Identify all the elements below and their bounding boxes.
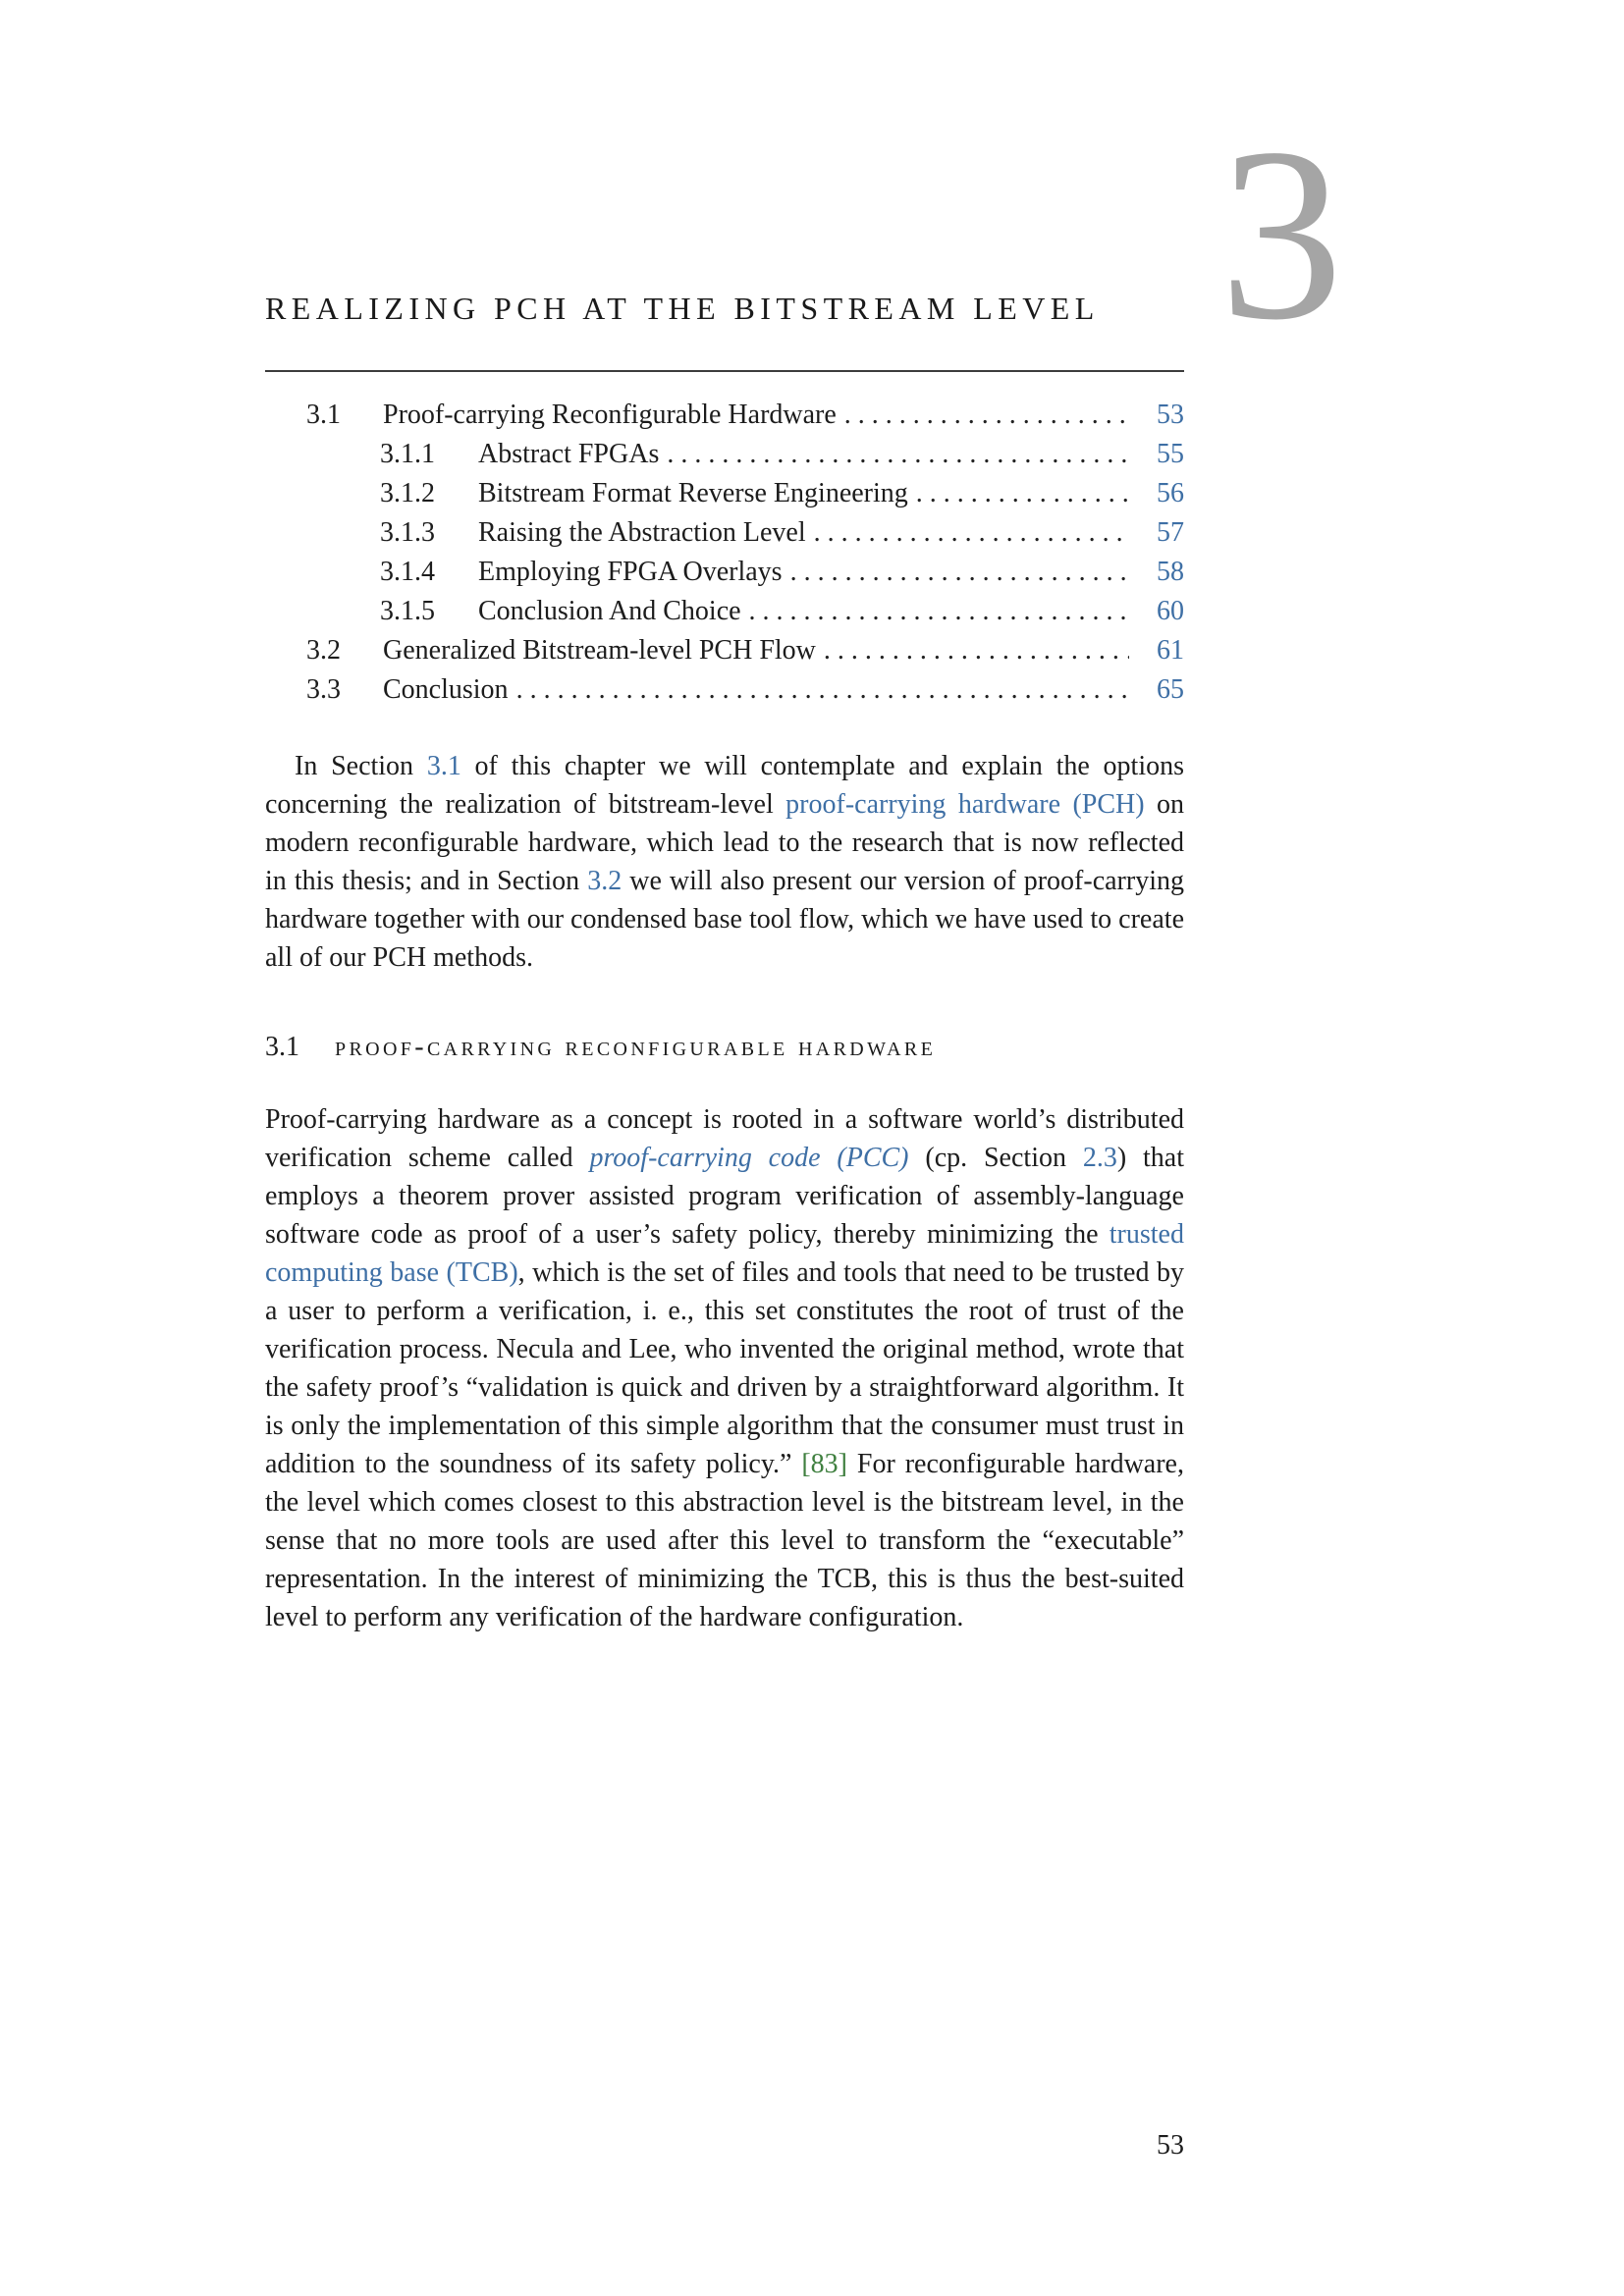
inline-link[interactable]: trusted computing base (TCB): [265, 1219, 1184, 1288]
text-run: For reconfigurable hardware, the level which comes closest to this abstraction level is the bitstream level, in the sense that no more tools are used after this level to transform the “executable” representation. In the interest of minimizing the TCB, this is thus the best-suited level to perform any verification of the hardware configuration.: [265, 1449, 1184, 1632]
chapter-number: 3: [1219, 96, 1343, 371]
toc-entry-page-number[interactable]: 65: [1157, 674, 1184, 705]
text-run: on modern reconfigurable hardware, which lead to the research that is now reflected in this thesis; and in Section: [265, 789, 1184, 896]
toc-entry-title[interactable]: Employing FPGA Overlays: [478, 557, 783, 587]
text-run: of this chapter we will contemplate and explain the options concerning the realization of bitstream-level: [265, 751, 1184, 820]
toc-entry-page-number[interactable]: 56: [1157, 478, 1184, 508]
toc-leader-dots: [790, 553, 1129, 592]
toc-leader-dots: [667, 435, 1129, 474]
text-run: In Section: [295, 751, 427, 781]
toc-entry[interactable]: [265, 513, 1184, 553]
inline-link[interactable]: 3.1: [426, 751, 461, 781]
toc-entry[interactable]: [265, 553, 1184, 592]
citation-link[interactable]: [83]: [801, 1449, 847, 1479]
toc-entry[interactable]: [265, 396, 1184, 435]
toc-entry[interactable]: [265, 670, 1184, 710]
toc-entry[interactable]: [265, 631, 1184, 670]
toc-entry-page-number[interactable]: 53: [1157, 400, 1184, 430]
toc-entry-title[interactable]: Conclusion And Choice: [478, 596, 741, 626]
toc-entry-page-number[interactable]: 58: [1157, 557, 1184, 587]
toc-entry-title[interactable]: Generalized Bitstream-level PCH Flow: [383, 635, 816, 666]
toc-entry-number[interactable]: 3.2: [306, 635, 341, 666]
toc-entry[interactable]: [265, 592, 1184, 631]
toc-entry-title[interactable]: Raising the Abstraction Level: [478, 517, 806, 548]
page-number: 53: [1157, 2130, 1184, 2161]
toc-entry-title[interactable]: Conclusion: [383, 674, 509, 705]
toc-entry-number[interactable]: 3.1.4: [380, 557, 435, 587]
toc-entry[interactable]: [265, 435, 1184, 474]
toc-entry-number[interactable]: 3.1.5: [380, 596, 435, 626]
body-paragraph: [265, 1100, 1184, 1636]
inline-link[interactable]: proof-carrying hardware (PCH): [785, 789, 1145, 820]
inline-link[interactable]: proof-carrying code (PCC): [589, 1143, 909, 1173]
toc-entry-number[interactable]: 3.1: [306, 400, 341, 430]
toc-entry-page-number[interactable]: 61: [1157, 635, 1184, 666]
text-run: (cp. Section: [908, 1143, 1083, 1173]
title-rule: [265, 370, 1184, 372]
inline-link[interactable]: 2.3: [1082, 1143, 1117, 1173]
toc-entry-page-number[interactable]: 55: [1157, 439, 1184, 469]
toc-entry-number[interactable]: 3.3: [306, 674, 341, 705]
text-run: ) that employs a theorem prover assisted program verification of assembly-language software code as proof of a user’s safety policy, thereby minimizing the: [265, 1143, 1184, 1250]
text-column: [265, 291, 1184, 1636]
toc-entry-title[interactable]: Bitstream Format Reverse Engineering: [478, 478, 908, 508]
toc-leader-dots: [749, 592, 1129, 631]
toc-leader-dots: [844, 396, 1129, 435]
toc-leader-dots: [824, 631, 1129, 670]
toc-leader-dots: [916, 474, 1129, 513]
section-heading: [265, 1032, 1184, 1063]
toc-entry-title[interactable]: Abstract FPGAs: [478, 439, 660, 469]
toc-entry-number[interactable]: 3.1.2: [380, 478, 435, 508]
chapter-title: REALIZING PCH AT THE BITSTREAM LEVEL: [265, 291, 1100, 326]
toc-entry-number[interactable]: 3.1.1: [380, 439, 435, 469]
text-run: Proof-carrying hardware as a concept is rooted in a software world’s distributed verification scheme called: [265, 1104, 1184, 1173]
section-number: 3.1: [265, 1032, 299, 1062]
intro-paragraph: [265, 747, 1184, 977]
toc-leader-dots: [516, 670, 1129, 710]
text-run: , which is the set of files and tools that need to be trusted by a user to perform a verification, i. e., this set constitutes the root of trust of the verification process. Necula and Lee, who invented the original method, wrote that the safety proof’s “validation is quick and driven by a straightforward algorithm. It is only the implementation of this simple algorithm that the consumer must trust in addition to the soundness of its safety policy.”: [265, 1257, 1184, 1479]
section-title: proof-carrying reconfigurable hardware: [335, 1032, 937, 1062]
toc-entry-page-number[interactable]: 57: [1157, 517, 1184, 548]
toc-entry[interactable]: [265, 474, 1184, 513]
inline-link[interactable]: 3.2: [587, 866, 623, 896]
text-run: we will also present our version of proof-carrying hardware together with our condensed base tool flow, which we have used to create all of our PCH methods.: [265, 866, 1184, 973]
toc: [265, 396, 1184, 710]
toc-entry-page-number[interactable]: 60: [1157, 596, 1184, 626]
toc-entry-number[interactable]: 3.1.3: [380, 517, 435, 548]
toc-leader-dots: [814, 513, 1129, 553]
toc-entry-title[interactable]: Proof-carrying Reconfigurable Hardware: [383, 400, 837, 430]
